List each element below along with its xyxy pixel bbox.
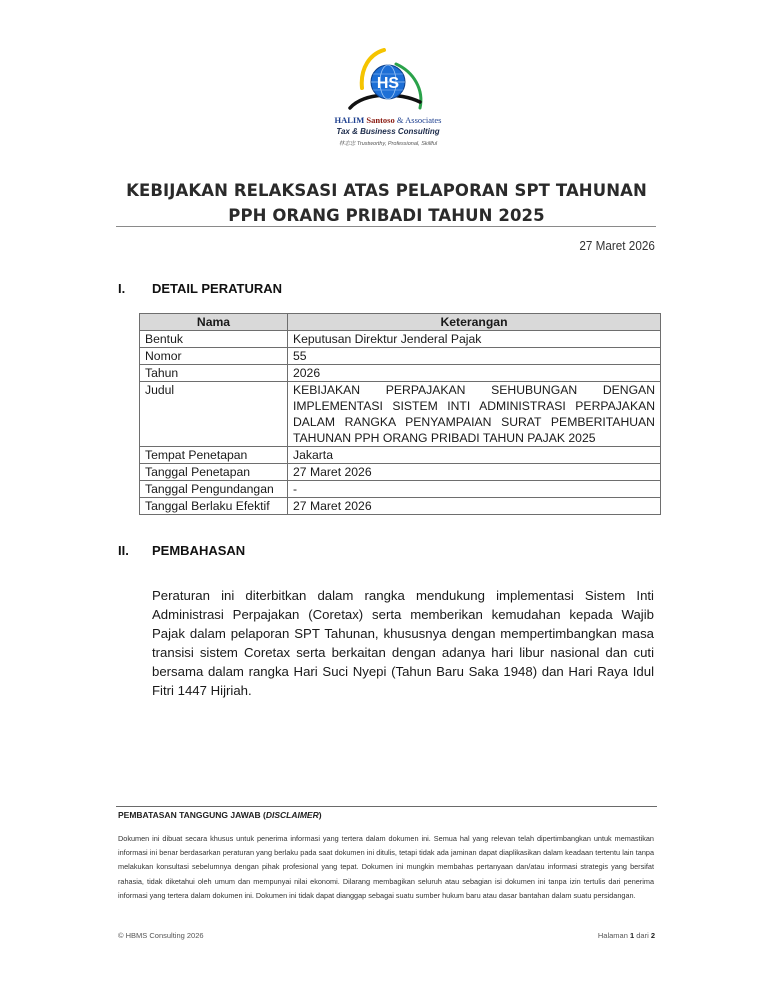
disclaimer-divider: [116, 806, 657, 807]
row-value: -: [288, 481, 661, 498]
footer-copyright: © HBMS Consulting 2026: [118, 931, 204, 940]
company-logo: [318, 48, 458, 150]
section-2-heading: [118, 543, 245, 558]
current-page: 1: [629, 931, 635, 940]
row-label: Tanggal Penetapan: [140, 464, 288, 481]
table-header-row: [140, 314, 661, 331]
disclaimer-title: PEMBATASAN TANGGUNG JAWAB (DISCLAIMER): [118, 810, 322, 820]
row-value: 27 Maret 2026: [288, 464, 661, 481]
table-row: [140, 365, 661, 382]
row-label: Tanggal Berlaku Efektif: [140, 498, 288, 515]
row-label: Nomor: [140, 348, 288, 365]
section-2-number: II.: [118, 543, 129, 558]
table-row: [140, 331, 661, 348]
svg-text:HS: HS: [376, 75, 400, 92]
row-label: Tahun: [140, 365, 288, 382]
firm-tagline: Tax & Business Consulting: [336, 127, 440, 136]
document-date: 27 Maret 2026: [579, 238, 655, 253]
section-1-number: I.: [118, 281, 126, 296]
row-value: 27 Maret 2026: [288, 498, 661, 515]
regulation-detail-table: [139, 313, 661, 515]
footer-page-number: Halaman 1 dari 2: [597, 931, 655, 940]
title-line-2: PPH ORANG PRIBADI TAHUN 2025: [228, 206, 545, 225]
document-title: [110, 178, 663, 228]
title-divider: [116, 226, 656, 227]
table-row: [140, 348, 661, 365]
table-row: [140, 447, 661, 464]
row-value: 2026: [288, 365, 661, 382]
total-pages: 2: [650, 931, 655, 940]
title-line-1: KEBIJAKAN RELAKSASI ATAS PELAPORAN SPT TAHUNAN: [126, 181, 647, 200]
column-header-nama: Nama: [140, 314, 288, 331]
row-value: Keputusan Direktur Jenderal Pajak: [288, 331, 661, 348]
table-row: [140, 464, 661, 481]
firm-motto: 林志忠 Trustworthy, Professional, Skillful: [338, 141, 438, 147]
section-2-title: PEMBAHASAN: [152, 543, 246, 558]
table-row: [140, 498, 661, 515]
column-header-keterangan: Keterangan: [288, 314, 661, 331]
globe-swoosh-icon: [340, 48, 436, 116]
discussion-paragraph: Peraturan ini diterbitkan dalam rangka mendukung implementasi Sistem Inti Administrasi Perpajakan (Coretax) serta memberikan kemudahan kepada Wajib Pajak dalam pelaporan SPT Tahunan, khususnya dengan mempertimbangkan masa transisi sistem Coretax serta berkaitan dengan adanya hari libur nasional dan cuti bersama dalam rangka Hari Suci Nyepi (Tahun Baru Saka 1948) dan Hari Raya Idul Fitri 1447 Hijriah.: [152, 588, 654, 698]
row-value: 55: [288, 348, 661, 365]
section-1-heading: [118, 281, 282, 296]
row-label: Judul: [140, 382, 288, 447]
firm-name: HALIM Santoso & Associates: [334, 115, 442, 125]
disclaimer-body: Dokumen ini dibuat secara khusus untuk penerima informasi yang tertera dalam dokumen ini. Semua hal yang relevan telah dipertimbangkan untuk memastikan informasi ini benar berdasarkan peraturan yang berlaku pada saat dokumen ini ditulis, tetapi tidak ada jaminan dapat diaplikasikan dalam keadaan tertentu lain tanpa melakukan konsultasi sebelumnya dengan pihak profesional yang tepat. Dokumen ini mungkin membahas pertanyaan dan/atau informasi strategis yang bersifat rahasia, tidak diketahui oleh umum dan mempunyai nilai ekonomi. Dilarang membagikan seluruh atau sebagian isi dokumen ini tanpa izin tertulis dari penerima informasi yang tertera dalam dokumen ini. Dokumen ini tidak dapat dianggap sebagai suatu sumber hukum baru atau dasar bantahan dalam suatu persidangan.: [118, 834, 654, 900]
row-value: KEBIJAKAN PERPAJAKAN SEHUBUNGAN DENGAN IMPLEMENTASI SISTEM INTI ADMINISTRASI PERPAJAKAN DALAM RANGKA PENYAMPAIAN SURAT PEMBERITAHUAN TAHUNAN PPH ORANG PRIBADI TAHUN PAJAK 2025: [288, 382, 661, 447]
row-label: Tanggal Pengundangan: [140, 481, 288, 498]
table-row: [140, 382, 661, 447]
table-row: [140, 481, 661, 498]
section-1-title: DETAIL PERATURAN: [152, 281, 282, 296]
row-label: Bentuk: [140, 331, 288, 348]
row-value: Jakarta: [288, 447, 661, 464]
row-label: Tempat Penetapan: [140, 447, 288, 464]
